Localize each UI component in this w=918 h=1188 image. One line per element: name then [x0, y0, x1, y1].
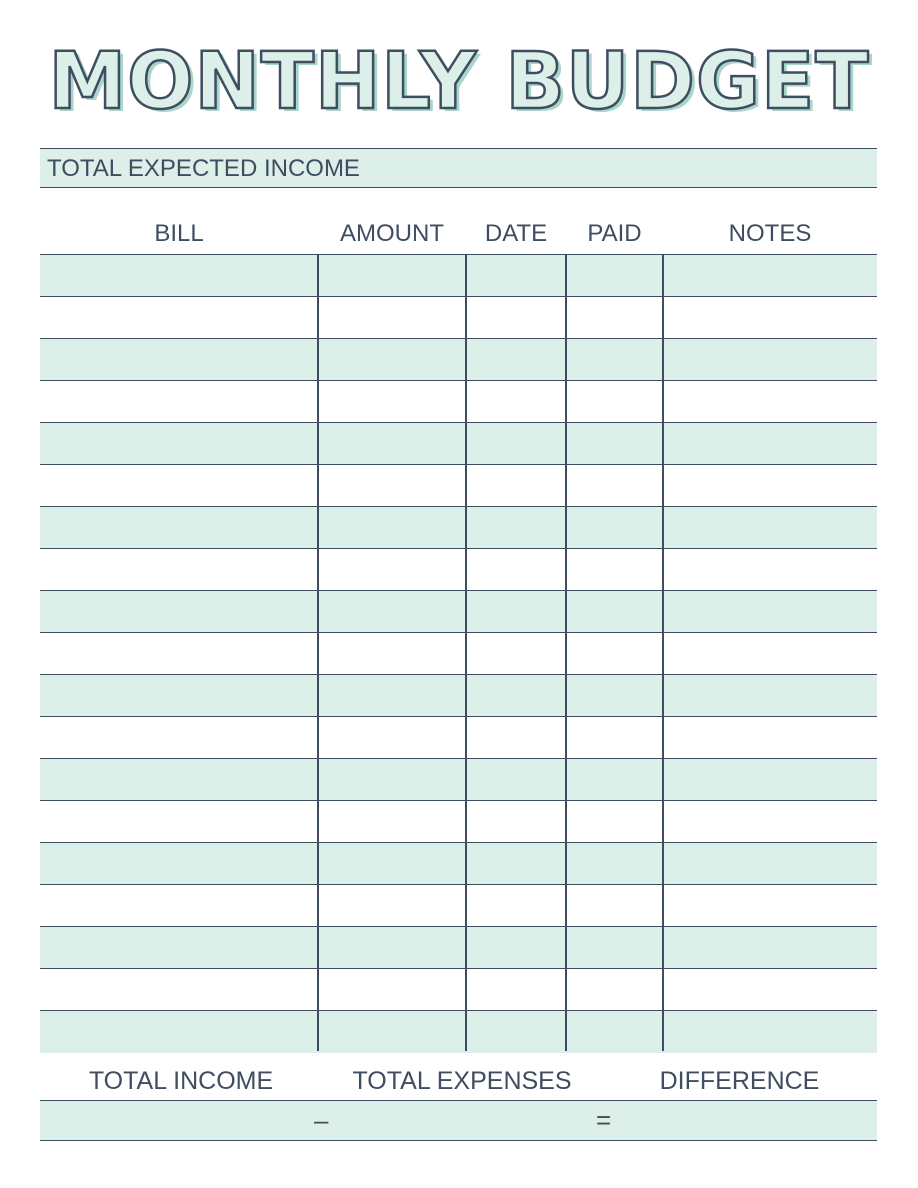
- table-row[interactable]: [40, 507, 877, 549]
- table-row[interactable]: [40, 927, 877, 969]
- column-header-paid: PAID: [587, 220, 642, 247]
- table-row[interactable]: [40, 381, 877, 423]
- table-row[interactable]: [40, 339, 877, 381]
- column-header-date: DATE: [484, 220, 548, 247]
- table-row[interactable]: [40, 549, 877, 591]
- table-row[interactable]: [40, 969, 877, 1011]
- equals-sign: =: [596, 1105, 612, 1135]
- table-row[interactable]: [40, 465, 877, 507]
- table-row[interactable]: [40, 675, 877, 717]
- table-row[interactable]: [40, 759, 877, 801]
- table-row[interactable]: [40, 297, 877, 339]
- table-row[interactable]: [40, 591, 877, 633]
- totals-field[interactable]: [40, 1100, 877, 1141]
- column-header-bill: BILL: [154, 220, 204, 247]
- total-expected-income-label: TOTAL EXPECTED INCOME: [47, 155, 360, 182]
- minus-sign: –: [314, 1105, 329, 1135]
- total-income-label: TOTAL INCOME: [88, 1067, 274, 1095]
- column-header-notes: NOTES: [728, 220, 812, 247]
- total-expenses-label: TOTAL EXPENSES: [352, 1067, 572, 1095]
- difference-label: DIFFERENCE: [659, 1067, 820, 1095]
- bill-table: [40, 254, 877, 1052]
- table-row[interactable]: [40, 717, 877, 759]
- table-row[interactable]: [40, 423, 877, 465]
- column-header-amount: AMOUNT: [340, 220, 444, 247]
- table-row[interactable]: [40, 885, 877, 927]
- table-row[interactable]: [40, 801, 877, 843]
- table-row[interactable]: [40, 255, 877, 297]
- page-title: MONTHLY BUDGET: [48, 37, 870, 127]
- table-row[interactable]: [40, 843, 877, 885]
- column-divider: [565, 255, 567, 1051]
- column-divider: [317, 255, 319, 1051]
- table-row[interactable]: [40, 633, 877, 675]
- total-expected-income-field[interactable]: [40, 148, 877, 188]
- column-divider: [465, 255, 467, 1051]
- column-divider: [662, 255, 664, 1051]
- table-row[interactable]: [40, 1011, 877, 1053]
